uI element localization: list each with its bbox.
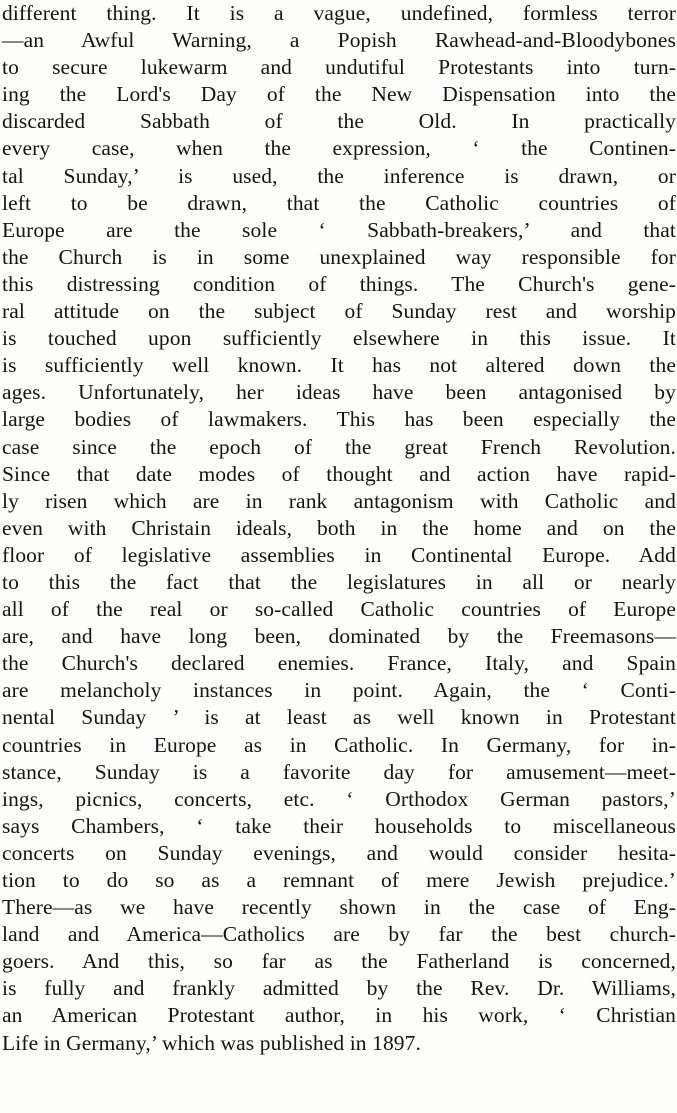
text-line: concerts on Sunday evenings, and would consider hesita-: [2, 840, 676, 865]
text-line: is sufficiently well known. It has not altered down the: [2, 353, 676, 378]
text-line: this distressing condition of things. The Church's gene-: [2, 271, 676, 296]
text-line: an American Protestant author, in his work, ‘ Christian: [2, 1003, 676, 1028]
text-line: ral attitude on the subject of Sunday rest and worship: [2, 299, 676, 324]
text-line: stance, Sunday is a favorite day for amusement—meet-: [2, 759, 676, 784]
text-line: nental Sunday ’ is at least as well known in Protestant: [2, 705, 676, 730]
text-line: discarded Sabbath of the Old. In practically: [2, 109, 676, 134]
text-line: different thing. It is a vague, undefined, formless terror: [2, 1, 676, 25]
text-line: ings, picnics, concerts, etc. ‘ Orthodox German pastors,’: [2, 786, 676, 811]
text-line: left to be drawn, that the Catholic countries of: [2, 190, 676, 215]
text-line: every case, when the expression, ‘ the Continen-: [2, 136, 676, 161]
text-line: land and America—Catholics are by far the best church-: [2, 922, 676, 947]
text-line: is touched upon sufficiently elsewhere in this issue. It: [2, 326, 676, 351]
text-line: ages. Unfortunately, her ideas have been antagonised by: [2, 380, 676, 405]
text-line: are, and have long been, dominated by the Freemasons—: [2, 624, 676, 649]
text-line: ly risen which are in rank antagonism with Catholic and: [2, 488, 676, 513]
text-line: the Church's declared enemies. France, Italy, and Spain: [2, 651, 676, 676]
text-line: tal Sunday,’ is used, the inference is drawn, or: [2, 163, 676, 188]
text-line: Since that date modes of thought and action have rapid-: [2, 461, 676, 486]
text-line: —an Awful Warning, a Popish Rawhead-and-Bloodybones: [2, 28, 676, 53]
text-line: the Church is in some unexplained way responsible for: [2, 244, 676, 269]
text-line: ing the Lord's Day of the New Dispensation into the: [2, 82, 676, 107]
text-line: to secure lukewarm and undutiful Protestants into turn-: [2, 55, 676, 80]
text-line: are melancholy instances in point. Again, the ‘ Conti-: [2, 678, 676, 703]
text-line: is fully and frankly admitted by the Rev. Dr. Williams,: [2, 976, 676, 1001]
text-line: even with Christain ideals, both in the home and on the: [2, 515, 676, 540]
text-line: goers. And this, so far as the Fatherland is concerned,: [2, 949, 676, 974]
text-line: all of the real or so-called Catholic countries of Europe: [2, 597, 676, 622]
text-line: There—as we have recently shown in the case of Eng-: [2, 895, 676, 920]
text-line: Europe are the sole ‘ Sabbath-breakers,’ and that: [2, 217, 676, 242]
text-line: countries in Europe as in Catholic. In Germany, for in-: [2, 732, 676, 757]
text-line: floor of legislative assemblies in Continental Europe. Add: [2, 542, 676, 567]
text-line: tion to do so as a remnant of mere Jewish prejudice.’: [2, 868, 676, 892]
text-line: Life in Germany,’ which was published in 1897.: [2, 1030, 421, 1055]
text-line: case since the epoch of the great French Revolution.: [2, 434, 676, 459]
text-line: says Chambers, ‘ take their households to miscellaneous: [2, 813, 676, 838]
text-line: to this the fact that the legislatures in all or nearly: [2, 569, 676, 594]
text-line: large bodies of lawmakers. This has been especially the: [2, 407, 676, 432]
article-text-column: [2, 0, 676, 1057]
